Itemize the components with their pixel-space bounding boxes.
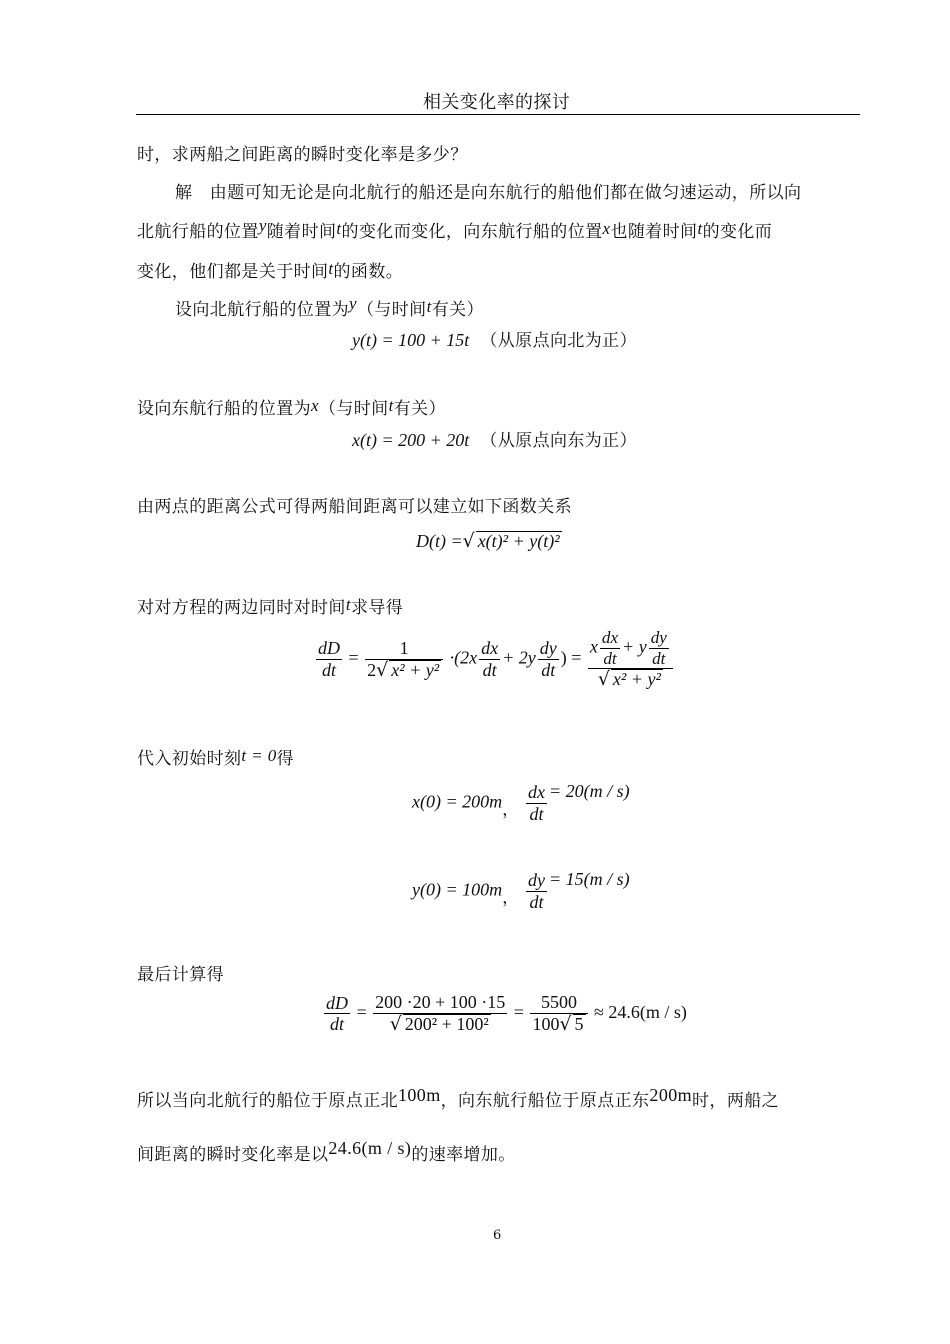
radicand: 200² + 100² [404, 1013, 489, 1034]
denominator: dt [321, 660, 336, 681]
paragraph-solution-line2 [137, 217, 772, 242]
term: + y [622, 636, 647, 657]
text: 随着时间 [266, 222, 337, 242]
equals: = [513, 1001, 524, 1022]
equation-math: y(t) = 100 + 15t [352, 330, 470, 350]
denominator: dt [603, 648, 617, 668]
numerator: dD [318, 638, 340, 659]
value-200m: 200m [649, 1085, 693, 1105]
paragraph-conclusion-line2 [137, 1140, 516, 1165]
numerator: dy [528, 870, 546, 890]
equation-rhs: = 15(m / s) [549, 869, 630, 890]
header-rule [136, 114, 860, 115]
text: 也随着时间 [610, 222, 698, 242]
text: 所以当向北航行的船位于原点正北 [137, 1091, 398, 1111]
fraction-dy-dt [538, 638, 559, 680]
radicand: x(t)² + y(t)² [477, 531, 560, 551]
denominator: dt [541, 660, 556, 681]
text: （与时间 [318, 399, 389, 419]
paragraph-east-position [137, 394, 446, 419]
text: 的变化而变化，向东航行船的位置 [341, 222, 603, 242]
radicand: 5 [574, 1013, 584, 1034]
numerator: 200 ·20 + 100 ·15 [375, 992, 506, 1012]
denominator: dt [482, 660, 497, 681]
paragraph-question-end: 时，求两船之间距离的瞬时变化率是多少？ [137, 145, 468, 165]
sqrt-icon: √ [462, 530, 475, 552]
numerator: dD [326, 992, 348, 1013]
denominator [588, 669, 673, 691]
fraction-dx-dt [600, 628, 620, 668]
denominator [530, 1014, 587, 1036]
fraction-numeric [373, 992, 507, 1035]
fraction-dD-dt [316, 638, 342, 680]
numerator: 5500 [530, 992, 587, 1014]
text: 北航行船的位置 [137, 222, 259, 242]
numerator: dx [528, 782, 546, 802]
text: ，向东航行船位于原点正东 [440, 1091, 650, 1111]
var-t: t [426, 297, 432, 316]
text: 的速率增加。 [411, 1145, 516, 1165]
text: 求导得 [350, 598, 404, 618]
equation-y-initial [412, 870, 630, 912]
paragraph-solution-line3 [137, 257, 403, 282]
coefficient: 100 [532, 1013, 560, 1034]
text: 的变化而 [702, 222, 773, 242]
separator: ， [502, 888, 520, 908]
equation-note: （从原点向北为正） [480, 331, 637, 351]
numerator: dx [601, 628, 619, 647]
equation-result: ≈ 24.6(m / s) [594, 1001, 687, 1022]
var-x: x [602, 219, 611, 238]
paragraph-initial-time [137, 744, 294, 769]
denominator [373, 1014, 507, 1036]
text: 有关） [431, 300, 484, 320]
var-t: t [328, 259, 334, 278]
term: ·(2x [449, 647, 478, 668]
numerator: 1 [365, 638, 443, 660]
equation-x-of-t [352, 426, 637, 451]
fraction-one-over-root [365, 638, 443, 681]
equation-final [322, 992, 687, 1035]
var-t: t [697, 219, 703, 238]
numerator: dy [539, 638, 557, 659]
running-header: 相关变化率的探讨 [423, 92, 571, 113]
term: x [589, 636, 598, 657]
value-rate: 24.6(m / s) [328, 1138, 412, 1158]
fraction-result [588, 628, 673, 691]
paragraph-distance-intro: 由两点的距离公式可得两船间距离可以建立如下函数关系 [137, 497, 572, 517]
paragraph-final-calc: 最后计算得 [137, 965, 224, 985]
denominator: dt [529, 803, 544, 824]
equation-distance [416, 530, 562, 552]
text: 设向北航行船的位置为 [175, 300, 349, 320]
math-t-equals-0: t = 0 [241, 746, 277, 765]
sqrt-icon: √ [597, 668, 610, 691]
numerator: dx [481, 638, 499, 659]
text: 时，两船之 [692, 1091, 780, 1111]
text: 有关） [393, 399, 446, 419]
equation-math: x(t) = 200 + 20t [352, 430, 470, 450]
equation-rhs: = 20(m / s) [549, 781, 630, 802]
var-t: t [345, 595, 351, 614]
sqrt-icon: √ [389, 1012, 402, 1035]
text: （与时间 [356, 300, 427, 320]
paragraph-conclusion-line1 [137, 1086, 779, 1111]
denominator [365, 660, 443, 682]
fraction-dx-dt [479, 638, 500, 680]
sqrt-icon: √ [376, 658, 389, 681]
equals: = [356, 1001, 367, 1022]
fraction-dy-dt [526, 870, 547, 912]
radicand: x² + y² [612, 669, 661, 690]
equation-lhs: D(t) = [416, 531, 463, 551]
denominator: dt [529, 891, 544, 912]
separator: ， [502, 800, 520, 820]
term: ) = [560, 647, 582, 668]
var-x: x [311, 396, 319, 415]
text: 对对方程的两边同时对时间 [137, 598, 346, 618]
text: 间距离的瞬时变化率是以 [137, 1145, 329, 1165]
text: 设向东航行船的位置为 [137, 399, 311, 419]
equals: = [348, 647, 359, 668]
denominator: dt [652, 648, 666, 668]
coefficient: 2 [367, 659, 377, 680]
equation-derivative [314, 628, 675, 691]
var-y: y [258, 216, 267, 235]
value-100m: 100m [398, 1085, 441, 1105]
fraction-simplified [530, 992, 587, 1035]
fraction-dx-dt [526, 782, 547, 824]
equation-lhs: x(0) = 200m [412, 791, 503, 812]
text: 变化，他们都是关于时间 [137, 262, 329, 282]
equation-note: （从原点向东为正） [480, 431, 637, 451]
page-number: 6 [493, 1228, 502, 1243]
var-t: t [336, 219, 342, 238]
paragraph-solution-line1: 解 由题可知无论是向北航行的船还是向东航行的船他们都在做匀速运动，所以向 [175, 183, 802, 203]
sqrt-icon: √ [559, 1012, 572, 1035]
numerator [588, 628, 673, 669]
text: 得 [276, 749, 295, 769]
numerator: dy [650, 628, 667, 647]
equation-x-initial [412, 782, 630, 824]
text: 代入初始时刻 [137, 749, 242, 769]
radicand: x² + y² [391, 659, 440, 680]
fraction-dD-dt [324, 993, 350, 1035]
paragraph-derivative-intro [137, 593, 403, 618]
equation-lhs: y(0) = 100m [412, 879, 503, 900]
text: 的函数。 [333, 262, 404, 282]
var-y: y [349, 294, 357, 313]
paragraph-north-position [175, 295, 484, 320]
equation-y-of-t [352, 326, 637, 351]
var-t: t [388, 396, 394, 415]
term: + 2y [502, 647, 536, 668]
denominator: dt [329, 1014, 344, 1035]
fraction-dy-dt [649, 628, 669, 668]
